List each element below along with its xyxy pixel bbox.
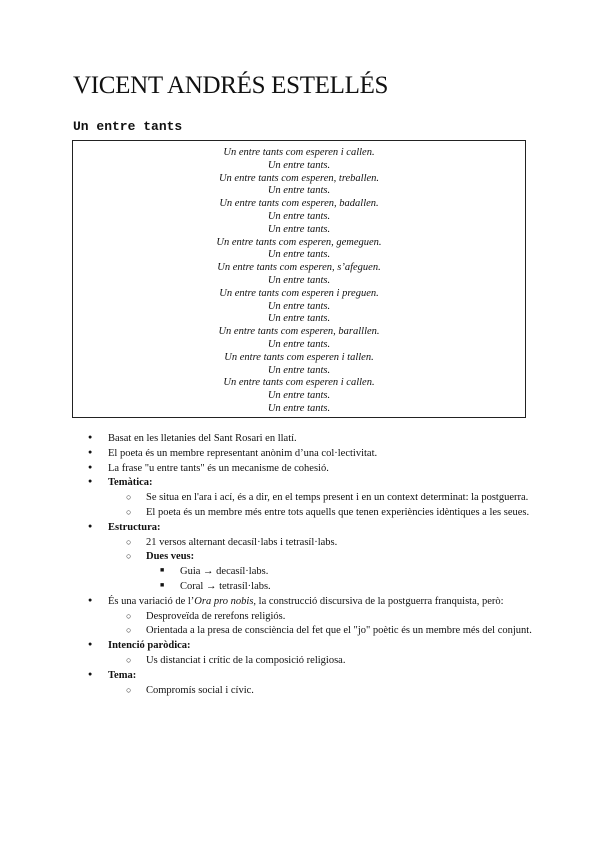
bullet-icon <box>88 669 102 684</box>
poem-line: Un entre tants com esperen i preguen. <box>219 287 379 299</box>
list-item <box>88 447 533 462</box>
circle-bullet-icon <box>126 491 140 507</box>
note-text: Basat en les lletanies del Sant Rosari en llatí. <box>108 433 297 444</box>
poem-line: Un entre tants com esperen, badallen. <box>219 198 379 210</box>
poem-line: Un entre tants. <box>267 402 331 414</box>
list-item-estructura <box>88 521 533 536</box>
section-label: Tema: <box>108 669 137 681</box>
list-item-tema <box>88 669 533 684</box>
bullet-icon <box>88 432 102 447</box>
bullet-icon <box>88 447 102 462</box>
square-bullet-icon <box>160 565 174 580</box>
circle-bullet-icon <box>126 536 140 552</box>
poem-line: Un entre tants com esperen, baralllen. <box>218 326 380 338</box>
sub-list-item <box>126 536 533 551</box>
note-text: Coral → tetrasíl·labs. <box>180 580 271 592</box>
circle-bullet-icon <box>126 684 140 700</box>
poem-line: Un entre tants. <box>267 223 331 235</box>
note-text: El poeta és un membre representant anònim d’una col·lectivitat. <box>108 447 378 459</box>
poem-line: Un entre tants. <box>267 274 331 286</box>
note-text: Compromís social i cívic. <box>146 684 254 696</box>
poem-line: Un entre tants com esperen i callen. <box>223 377 375 389</box>
sub-list-item <box>126 654 533 669</box>
note-text: La frase "u entre tants" és un mecanisme de cohesió. <box>108 462 329 474</box>
poem-title: Un entre tants <box>73 119 183 134</box>
poem-line: Un entre tants com esperen, gemeguen. <box>216 236 382 248</box>
sub-list-item <box>126 506 533 521</box>
list-item <box>88 462 533 477</box>
poem-line: Un entre tants. <box>267 249 331 261</box>
section-label: Dues veus: <box>146 551 195 563</box>
circle-bullet-icon <box>126 654 140 670</box>
sub-sub-list-item <box>160 580 533 595</box>
list-item-intencio <box>88 639 533 654</box>
circle-bullet-icon <box>126 550 140 566</box>
list-item <box>88 432 533 447</box>
sub-list-item <box>126 491 533 506</box>
section-label: Intenció paròdica: <box>108 640 191 652</box>
poem-line: Un entre tants. <box>267 313 331 325</box>
poem-line: Un entre tants. <box>267 300 331 312</box>
list-item-tematica <box>88 476 533 491</box>
note-emphasis: Ora pro nobis <box>194 595 254 607</box>
notes-list <box>88 432 533 698</box>
sub-sub-list-item <box>160 565 533 580</box>
poem-line: Un entre tants. <box>267 185 331 197</box>
poem-line: Un entre tants. <box>267 210 331 222</box>
poem-line: Un entre tants. <box>267 364 331 376</box>
square-bullet-icon <box>160 580 174 595</box>
poem-line: Un entre tants. <box>267 338 331 350</box>
poem-line: Un entre tants. <box>267 159 331 171</box>
list-item-variacio <box>88 595 533 610</box>
sub-list-item <box>126 550 533 565</box>
poem-box <box>72 140 526 418</box>
note-text: Orientada a la presa de consciència del fet que el "jo" poètic és un membre més del conjunt. <box>146 625 532 637</box>
poem-line: Un entre tants com esperen, s’afeguen. <box>217 262 381 274</box>
page-title: VICENT ANDRÉS ESTELLÉS <box>73 72 389 99</box>
note-text: El poeta és un membre més entre tots aquells que tenen experiències idèntiques a les seues. <box>146 506 530 518</box>
note-text: , la construcció discursiva de la postguerra franquista, però: <box>253 595 504 607</box>
poem-line: Un entre tants com esperen i tallen. <box>224 351 374 363</box>
bullet-icon <box>88 595 102 610</box>
note-text: Desproveïda de rerefons religiós. <box>146 610 286 622</box>
note-text: Se situa en l'ara i ací, és a dir, en el temps present i en un context determinat: la postguerra. <box>146 492 529 504</box>
circle-bullet-icon <box>126 610 140 626</box>
section-label: Temàtica: <box>108 477 153 489</box>
poem-line: Un entre tants com esperen i callen. <box>223 147 375 158</box>
note-text: 21 versos alternant decasíl·labs i tetrasíl·labs. <box>146 536 338 548</box>
circle-bullet-icon <box>126 506 140 522</box>
circle-bullet-icon <box>126 624 140 640</box>
sub-list-item <box>126 610 533 625</box>
poem-line: Un entre tants com esperen, treballen. <box>218 172 380 184</box>
bullet-icon <box>88 521 102 536</box>
poem-line: Un entre tants. <box>267 390 331 402</box>
section-label: Estructura: <box>108 521 161 533</box>
note-text: Us distanciat i crític de la composició religiosa. <box>146 654 346 666</box>
bullet-icon <box>88 476 102 491</box>
sub-list-item <box>126 684 533 699</box>
note-text: Guia → decasíl·labs. <box>180 566 269 578</box>
sub-list-item <box>126 624 533 639</box>
note-text: És una variació de l’ <box>108 595 195 607</box>
bullet-icon <box>88 462 102 477</box>
bullet-icon <box>88 639 102 654</box>
